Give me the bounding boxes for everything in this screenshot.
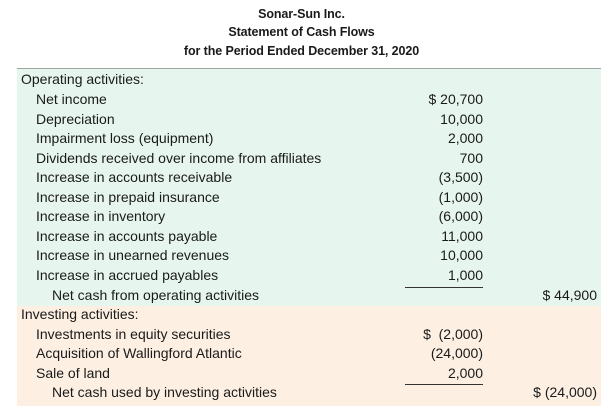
line-item-label: Net income — [36, 91, 107, 107]
operating-activities-section — [17, 68, 601, 307]
investing-heading: Investing activities: — [21, 306, 139, 322]
line-item-label: Impairment loss (equipment) — [36, 130, 214, 146]
line-item-label: Depreciation — [36, 110, 115, 127]
line-item-amount: 11,000 — [441, 227, 483, 244]
statement-period: for the Period Ended December 31, 2020 — [183, 44, 420, 58]
line-item-label: Increase in accounts receivable — [36, 169, 233, 185]
line-item-label: Acquisition of Wallingford Atlantic — [36, 345, 242, 361]
line-item-label: Increase in accounts payable — [36, 227, 218, 244]
line-item-label: Sale of land — [36, 364, 110, 381]
line-item-amount: (24,000) — [430, 345, 483, 361]
line-item-row — [17, 344, 601, 363]
operating-heading-row — [17, 70, 601, 89]
line-item-amount: 1,000 — [447, 266, 483, 283]
statement-title: Statement of Cash Flows — [228, 25, 375, 39]
line-item-amount: 10,000 — [440, 247, 483, 263]
line-item-amount: $ (2,000) — [423, 325, 483, 342]
line-item-row — [17, 129, 601, 148]
line-item-amount: (3,500) — [438, 169, 483, 185]
line-item-label: Increase in unearned revenues — [36, 247, 230, 263]
line-item-row — [17, 149, 601, 168]
line-item-row — [17, 266, 601, 285]
line-item-amount: (1,000) — [438, 188, 483, 205]
investing-activities-section — [17, 306, 601, 406]
line-item-row — [17, 364, 601, 383]
line-item-row — [17, 325, 601, 344]
company-name: Sonar-Sun Inc. — [258, 7, 345, 21]
line-item-amount: $ 20,700 — [428, 91, 483, 107]
operating-total-label: Net cash from operating activities — [52, 287, 259, 303]
line-item-label: Increase in accrued payables — [36, 266, 219, 283]
line-item-row — [17, 110, 601, 129]
line-item-row — [17, 168, 601, 187]
investing-heading-row — [17, 305, 601, 324]
operating-heading: Operating activities: — [21, 71, 144, 87]
line-item-row — [17, 246, 601, 265]
line-item-row — [17, 188, 601, 207]
line-item-label: Investments in equity securities — [36, 325, 231, 342]
line-item-label: Increase in prepaid insurance — [36, 188, 220, 205]
investing-total-amount: $ (24,000) — [533, 384, 597, 400]
line-item-row — [17, 207, 601, 226]
line-item-label: Increase in inventory — [36, 208, 166, 224]
operating-total-row — [17, 286, 601, 305]
line-item-amount: 10,000 — [440, 110, 483, 127]
investing-total-row — [17, 383, 601, 402]
line-item-amount: 2,000 — [447, 130, 483, 146]
investing-total-label: Net cash used by investing activities — [52, 384, 277, 400]
line-item-amount: (6,000) — [438, 208, 483, 224]
line-item-amount: 2,000 — [447, 364, 483, 381]
operating-total-amount: $ 44,900 — [542, 287, 597, 303]
line-item-row — [17, 90, 601, 109]
line-item-amount: 700 — [459, 149, 483, 166]
line-item-label: Dividends received over income from affiliates — [36, 149, 322, 166]
line-item-row — [17, 227, 601, 246]
